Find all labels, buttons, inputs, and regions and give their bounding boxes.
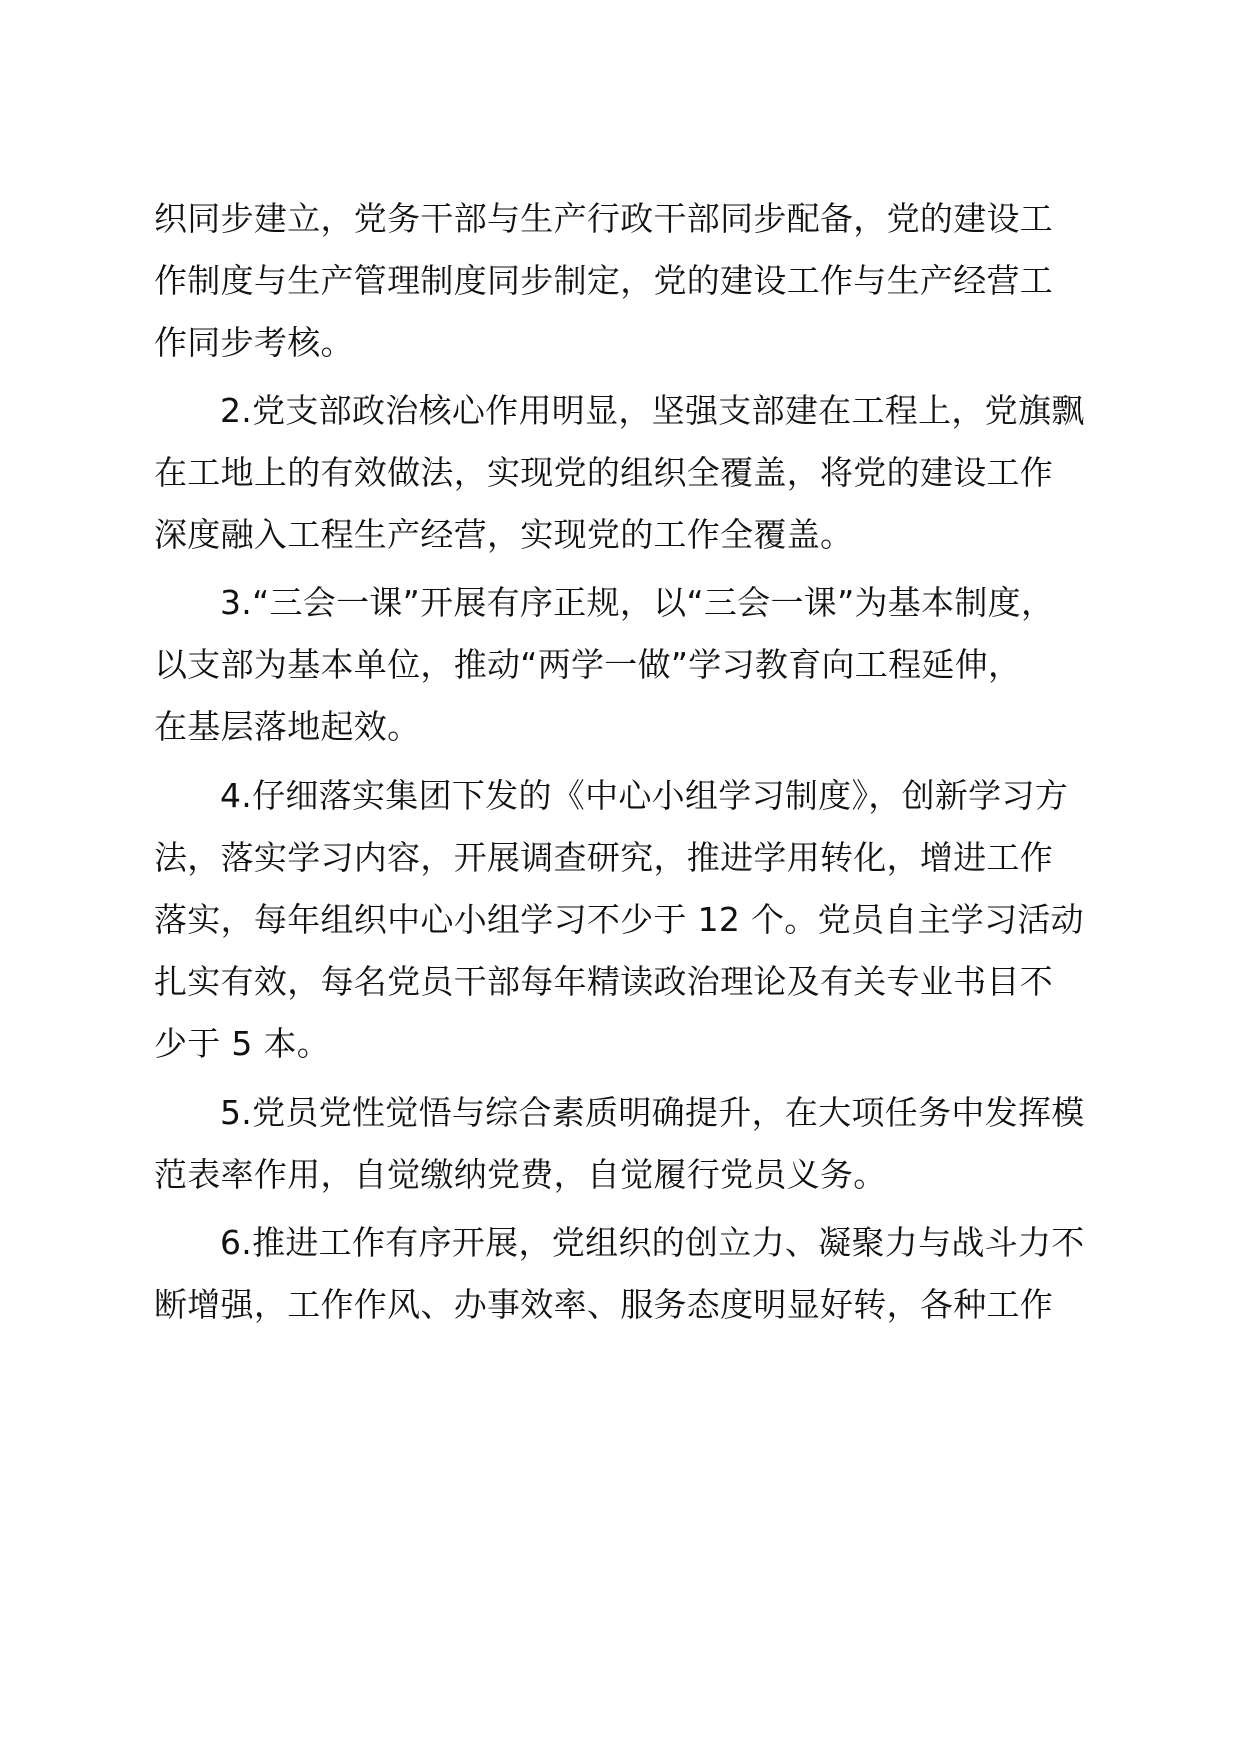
paragraph-item-2 (154, 380, 1094, 566)
text-line: 断增强，工作作风、办事效率、服务态度明显好转，各种工作 (154, 1285, 1054, 1324)
paragraph-item-5 (154, 1082, 1094, 1206)
paragraph-item-3 (154, 572, 1094, 758)
text-line: 3.“三会一课”开展有序正规，以“三会一课”为基本制度， (220, 583, 1055, 622)
text-line: 范表率作用，自觉缴纳党费，自觉履行党员义务。 (154, 1155, 887, 1194)
text-line: 织同步建立，党务干部与生产行政干部同步配备，党的建设工 (154, 199, 1054, 238)
paragraph-item-4 (154, 765, 1094, 1075)
paragraph-continuation (154, 188, 1094, 374)
text-line: 6.推进工作有序开展，党组织的创立力、凝聚力与战斗力不 (220, 1223, 1085, 1262)
text-line: 在基层落地起效。 (154, 707, 421, 746)
text-line: 作同步考核。 (154, 323, 354, 362)
text-line: 落实，每年组织中心小组学习不少于 12 个。党员自主学习活动 (154, 900, 1084, 939)
text-line: 扎实有效，每名党员干部每年精读政治理论及有关专业书目不 (154, 962, 1054, 1001)
text-line: 5.党员党性觉悟与综合素质明确提升，在大项任务中发挥模 (220, 1093, 1085, 1132)
text-line: 以支部为基本单位，推动“两学一做”学习教育向工程延伸， (154, 645, 1022, 684)
text-line: 4.仔细落实集团下发的《中心小组学习制度》，创新学习方 (220, 776, 1069, 815)
text-line: 少于 5 本。 (154, 1024, 331, 1063)
paragraph-item-6 (154, 1212, 1094, 1336)
text-line: 作制度与生产管理制度同步制定，党的建设工作与生产经营工 (154, 261, 1054, 300)
text-line: 在工地上的有效做法，实现党的组织全覆盖，将党的建设工作 (154, 453, 1054, 492)
text-line: 2.党支部政治核心作用明显，坚强支部建在工程上，党旗飘 (220, 391, 1085, 430)
text-line: 深度融入工程生产经营，实现党的工作全覆盖。 (154, 515, 854, 554)
text-line: 法，落实学习内容，开展调查研究，推进学用转化，增进工作 (154, 838, 1054, 877)
